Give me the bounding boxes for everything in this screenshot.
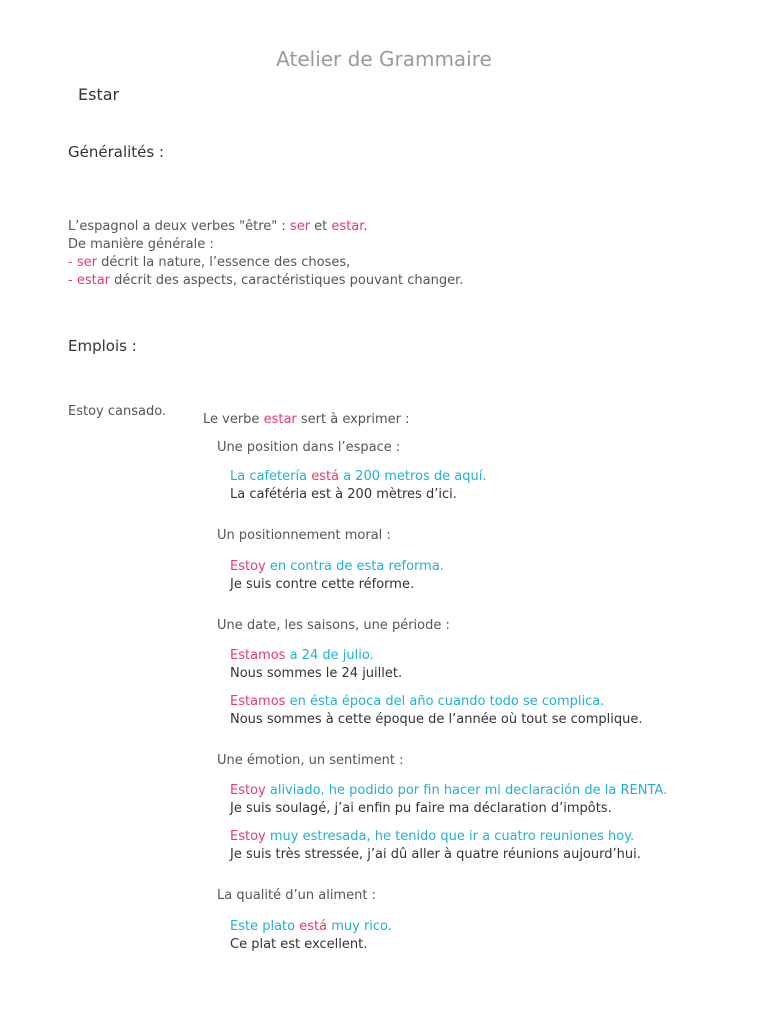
verb: está bbox=[311, 469, 340, 484]
example-block bbox=[230, 468, 486, 504]
section-label: Une date, les saisons, une période : bbox=[217, 618, 450, 633]
example-es bbox=[230, 782, 667, 800]
page-subtitle: Estar bbox=[78, 85, 120, 104]
section-label: Un positionnement moral : bbox=[217, 528, 391, 543]
text: Este plato bbox=[230, 919, 300, 934]
text: a 200 metros de aquí. bbox=[339, 469, 487, 484]
example-left: Estoy cansado. bbox=[68, 404, 167, 419]
keyword-estar: estar bbox=[263, 412, 297, 427]
dash: - bbox=[68, 255, 77, 270]
example-block bbox=[230, 693, 642, 729]
section-label: Une position dans l’espace : bbox=[217, 440, 401, 455]
verb: está bbox=[299, 919, 328, 934]
keyword-estar: estar bbox=[76, 273, 111, 288]
section-label: La qualité d’un aliment : bbox=[217, 888, 376, 903]
text: aliviado, he podido por fin hacer mi declaración de la RENTA. bbox=[265, 783, 668, 798]
verb: Estamos bbox=[230, 694, 286, 709]
verb: Estoy bbox=[230, 829, 266, 844]
heading-emplois: Emplois : bbox=[68, 337, 137, 355]
text: décrit la nature, l’essence des choses, bbox=[96, 255, 351, 270]
example-fr: Ce plat est excellent. bbox=[230, 937, 368, 952]
example-block bbox=[230, 558, 444, 594]
generalites-paragraph bbox=[68, 218, 463, 290]
generalites-line-4 bbox=[68, 272, 463, 290]
example-es bbox=[230, 828, 641, 846]
page-title: Atelier de Grammaire bbox=[276, 47, 492, 71]
keyword-estar: estar bbox=[331, 219, 364, 234]
verb: Estamos bbox=[230, 648, 286, 663]
text: L’espagnol a deux verbes "être" : bbox=[68, 219, 290, 234]
verb: Estoy bbox=[230, 559, 266, 574]
text: en contra de esta reforma. bbox=[265, 559, 444, 574]
text: Le verbe bbox=[203, 412, 264, 427]
keyword-ser: ser bbox=[289, 219, 311, 234]
example-es bbox=[230, 558, 444, 576]
text: en ésta época del año cuando todo se complica. bbox=[285, 694, 605, 709]
example-fr: Nous sommes à cette époque de l’année où tout se complique. bbox=[230, 712, 643, 727]
example-es bbox=[230, 693, 642, 711]
generalites-line-3 bbox=[68, 254, 463, 272]
text: . bbox=[363, 219, 368, 234]
keyword-ser: ser bbox=[76, 255, 97, 270]
example-fr: Je suis soulagé, j’ai enfin pu faire ma déclaration d’impôts. bbox=[230, 801, 612, 816]
text: et bbox=[310, 219, 332, 234]
heading-generalites: Généralités : bbox=[68, 143, 165, 161]
example-fr: Je suis contre cette réforme. bbox=[230, 577, 415, 592]
verb: Estoy bbox=[230, 783, 266, 798]
dash: - bbox=[68, 273, 77, 288]
text: sert à exprimer : bbox=[296, 412, 410, 427]
example-block bbox=[230, 647, 402, 683]
text: La cafetería bbox=[230, 469, 312, 484]
example-fr: La cafétéria est à 200 mètres d’ici. bbox=[230, 487, 457, 502]
text: a 24 de julio. bbox=[285, 648, 374, 663]
generalites-line-2: De manière générale : bbox=[68, 237, 214, 252]
example-es bbox=[230, 918, 392, 936]
emplois-intro bbox=[203, 411, 410, 429]
example-es bbox=[230, 647, 402, 665]
example-block bbox=[230, 782, 667, 818]
text: décrit des aspects, caractéristiques pouvant changer. bbox=[110, 273, 464, 288]
example-es bbox=[230, 468, 486, 486]
text: muy estresada, he tenido que ir a cuatro reuniones hoy. bbox=[265, 829, 635, 844]
example-fr: Je suis très stressée, j’ai dû aller à quatre réunions aujourd’hui. bbox=[230, 847, 641, 862]
example-block bbox=[230, 918, 392, 954]
text: muy rico. bbox=[327, 919, 392, 934]
example-block bbox=[230, 828, 641, 864]
section-label: Une émotion, un sentiment : bbox=[217, 753, 404, 768]
generalites-line-1 bbox=[68, 218, 463, 236]
example-fr: Nous sommes le 24 juillet. bbox=[230, 666, 403, 681]
